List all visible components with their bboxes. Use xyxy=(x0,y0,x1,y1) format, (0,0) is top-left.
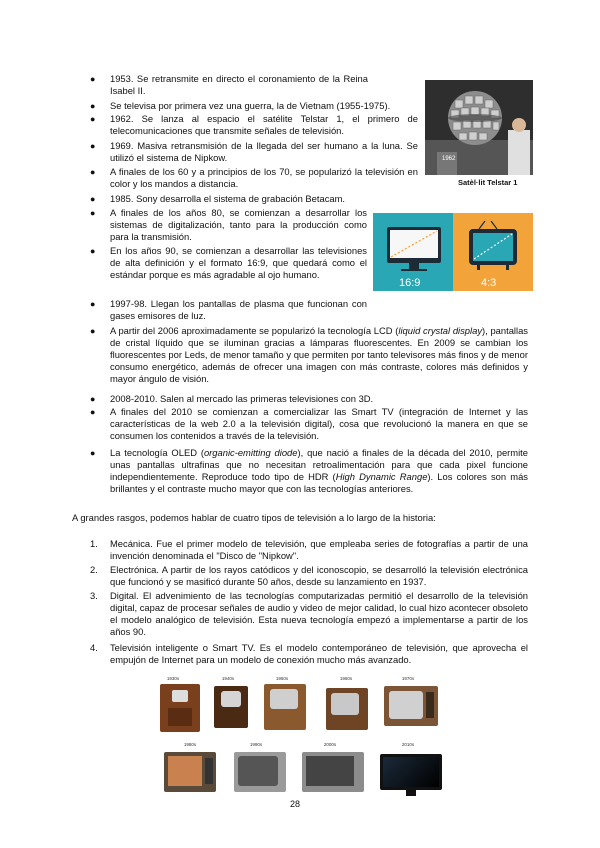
list-number: 4. xyxy=(90,642,98,653)
list-text: Televisión inteligente o Smart TV. Es el modelo contemporáneo de televisión, que aprovecha el empujón de Internet para un modelo de conexión mucho más avanzado. xyxy=(110,642,528,666)
bullet-icon: ● xyxy=(90,141,96,151)
telstar-caption: Satèl·lit Telstar 1 xyxy=(458,178,518,187)
bullet-text-mid: ), que nació a finales de la década del 2010, permite unas pantallas ultrafinas que no necesitan retroalimentación para que cada pixel funcione independientemente. Reproduce todo tipo de HDR ( xyxy=(110,447,528,483)
bullet-item xyxy=(90,193,390,205)
bullet-icon: ● xyxy=(90,167,96,177)
page-number: 28 xyxy=(290,799,301,809)
list-item xyxy=(90,538,528,562)
decade-label: 1990s xyxy=(249,742,263,747)
bullet-text: A finales de los años 80, se comienzan a desarrollar los sistemas de digitalización, tanto para la producción como para la transmisión. xyxy=(110,207,367,243)
bullet-text: 1997-98. Llegan los pantallas de plasma que funcionan con gases emisores de luz. xyxy=(110,298,367,322)
bullet-text: 1985. Sony desarrolla el sistema de grabación Betacam. xyxy=(110,193,346,204)
bullet-icon: ● xyxy=(90,194,96,204)
bullet-icon: ● xyxy=(90,326,96,336)
bullet-text: En los años 90, se comienzan a desarrollar las televisiones de alta definición y el formato 16:9, que quedará como el estándar porque es más agradable al ojo humano. xyxy=(110,245,367,281)
tv-2000s-image xyxy=(302,752,364,792)
decade-label: 1970s xyxy=(401,676,415,681)
bullet-icon: ● xyxy=(90,448,96,458)
bullet-icon: ● xyxy=(90,114,96,124)
bullet-text: 1962. Se lanza al espacio el satélite Telstar 1, el primero de telecomunicaciones que transmite señales de televisión. xyxy=(110,113,418,137)
tv-1990s-image xyxy=(234,752,286,792)
bullet-item xyxy=(90,245,367,281)
bullet-text-em2: High Dynamic Range xyxy=(335,471,428,483)
list-number: 3. xyxy=(90,590,98,601)
telstar-year-label: 1962 xyxy=(442,156,456,162)
list-item xyxy=(90,564,528,588)
list-text: Digital. El advenimiento de las tecnologías computarizadas permitió el desarrollo de la televisión digital, capaz de procesar señales de audio y video de mejor calidad, lo cual hizo acontecer obsoleto el modelo analógico de televisión. Esta nueva tecnología empezó a implementarse a partir de los años 90. xyxy=(110,590,528,638)
ratio-4-3-label: 4:3 xyxy=(481,277,497,289)
bullet-text-post: ). Los colores son más brillantes y el contraste mucho mayor que con las tecnologías anteriores. xyxy=(110,471,528,495)
bullet-item xyxy=(90,113,418,137)
tv-1980s-image xyxy=(164,752,216,792)
decade-label: 2010s xyxy=(401,742,415,747)
bullet-item xyxy=(90,447,528,495)
decade-label: 1930s xyxy=(166,676,180,681)
tv-1960s-image xyxy=(326,688,368,730)
aspect-ratio-illustration xyxy=(373,213,533,291)
bullet-text-post: ), pantallas de cristal líquido que se iluminan gracias a lámparas fluorescentes. En 2009 se cambian los fluorescentes por Leds, de menor tamaño y que permiten por tanto televisores más finos y de menor consumo energético, además de ofrecer una imagen con más contraste, colores más definidos y mayor ángulo de visión. xyxy=(110,325,528,385)
bullet-icon: ● xyxy=(90,299,96,309)
telstar-satellite-illustration xyxy=(425,80,533,175)
bullet-item xyxy=(90,393,528,405)
bullet-item xyxy=(90,140,418,164)
list-item xyxy=(90,590,528,638)
telstar-photo xyxy=(425,80,533,175)
bullet-icon: ● xyxy=(90,208,96,218)
tv-1930s-image xyxy=(160,684,200,732)
aspect-ratio-figure xyxy=(373,213,533,291)
decade-label: 1950s xyxy=(275,676,289,681)
bullet-item xyxy=(90,406,528,442)
tv-1970s-image xyxy=(384,686,438,726)
decade-label: 1980s xyxy=(183,742,197,747)
bullet-text-em: liquid crystal display xyxy=(398,325,483,336)
bullet-icon: ● xyxy=(90,407,96,417)
bullet-item xyxy=(90,325,528,385)
bullet-text-pre: La tecnología OLED ( xyxy=(110,447,204,458)
intro-paragraph: A grandes rasgos, podemos hablar de cuatro tipos de televisión a lo largo de la historia: xyxy=(72,512,436,523)
bullet-item xyxy=(90,166,418,190)
list-item xyxy=(90,642,528,666)
bullet-icon: ● xyxy=(90,394,96,404)
list-number: 1. xyxy=(90,538,98,549)
list-text: Mecánica. Fue el primer modelo de televisión, que empleaba series de fotografías a partir de una invención denominada el "Disco de "Nipkow". xyxy=(110,538,528,562)
bullet-text-pre: A partir del 2006 aproximadamente se popularizó la tecnología LCD ( xyxy=(110,325,399,336)
list-number: 2. xyxy=(90,564,98,575)
tv-2010s-image xyxy=(380,754,442,790)
bullet-icon: ● xyxy=(90,74,96,84)
bullet-text: A finales de los 60 y a principios de los 70, se popularizó la televisión en color y los mandos a distancia. xyxy=(110,166,418,190)
bullet-item xyxy=(90,298,367,322)
decade-label: 1940s xyxy=(221,676,235,681)
decade-label: 2000s xyxy=(323,742,337,747)
bullet-item xyxy=(90,100,420,112)
bullet-text-em: organic-emitting diode xyxy=(203,447,298,458)
bullet-text: 1953. Se retransmite en directo el coronamiento de la Reina Isabel II. xyxy=(110,73,368,97)
bullet-icon: ● xyxy=(90,246,96,256)
bullet-text: 1969. Masiva retransmisión de la llegada del ser humano a la luna. Se utilizó el sistema de Nipkow. xyxy=(110,140,418,164)
bullet-text: 2008-2010. Salen al mercado las primeras televisiones con 3D. xyxy=(110,393,374,404)
bullet-item xyxy=(90,207,367,243)
ratio-16-9-label: 16:9 xyxy=(399,277,421,289)
tv-evolution-figure xyxy=(150,674,450,800)
list-text: Electrónica. A partir de los rayos catódicos y del iconoscopio, se desarrolló la televisión electrónica que funcionó y se masificó durante 50 años, desde su lanzamiento en 1937. xyxy=(110,564,528,588)
tv-1940s-image xyxy=(214,686,248,728)
decade-label: 1960s xyxy=(339,676,353,681)
bullet-icon: ● xyxy=(90,101,96,111)
bullet-text: A finales del 2010 se comienzan a comercializar las Smart TV (integración de Internet y las características de la web 2.0 a la televisión digital), cosa que revolucionó la manera en que se consumen los contenidos a través de la televisión. xyxy=(110,406,528,442)
bullet-item xyxy=(90,73,368,97)
tv-1950s-image xyxy=(264,684,306,730)
bullet-text: Se televisa por primera vez una guerra, la de Vietnam (1955-1975). xyxy=(110,100,391,111)
